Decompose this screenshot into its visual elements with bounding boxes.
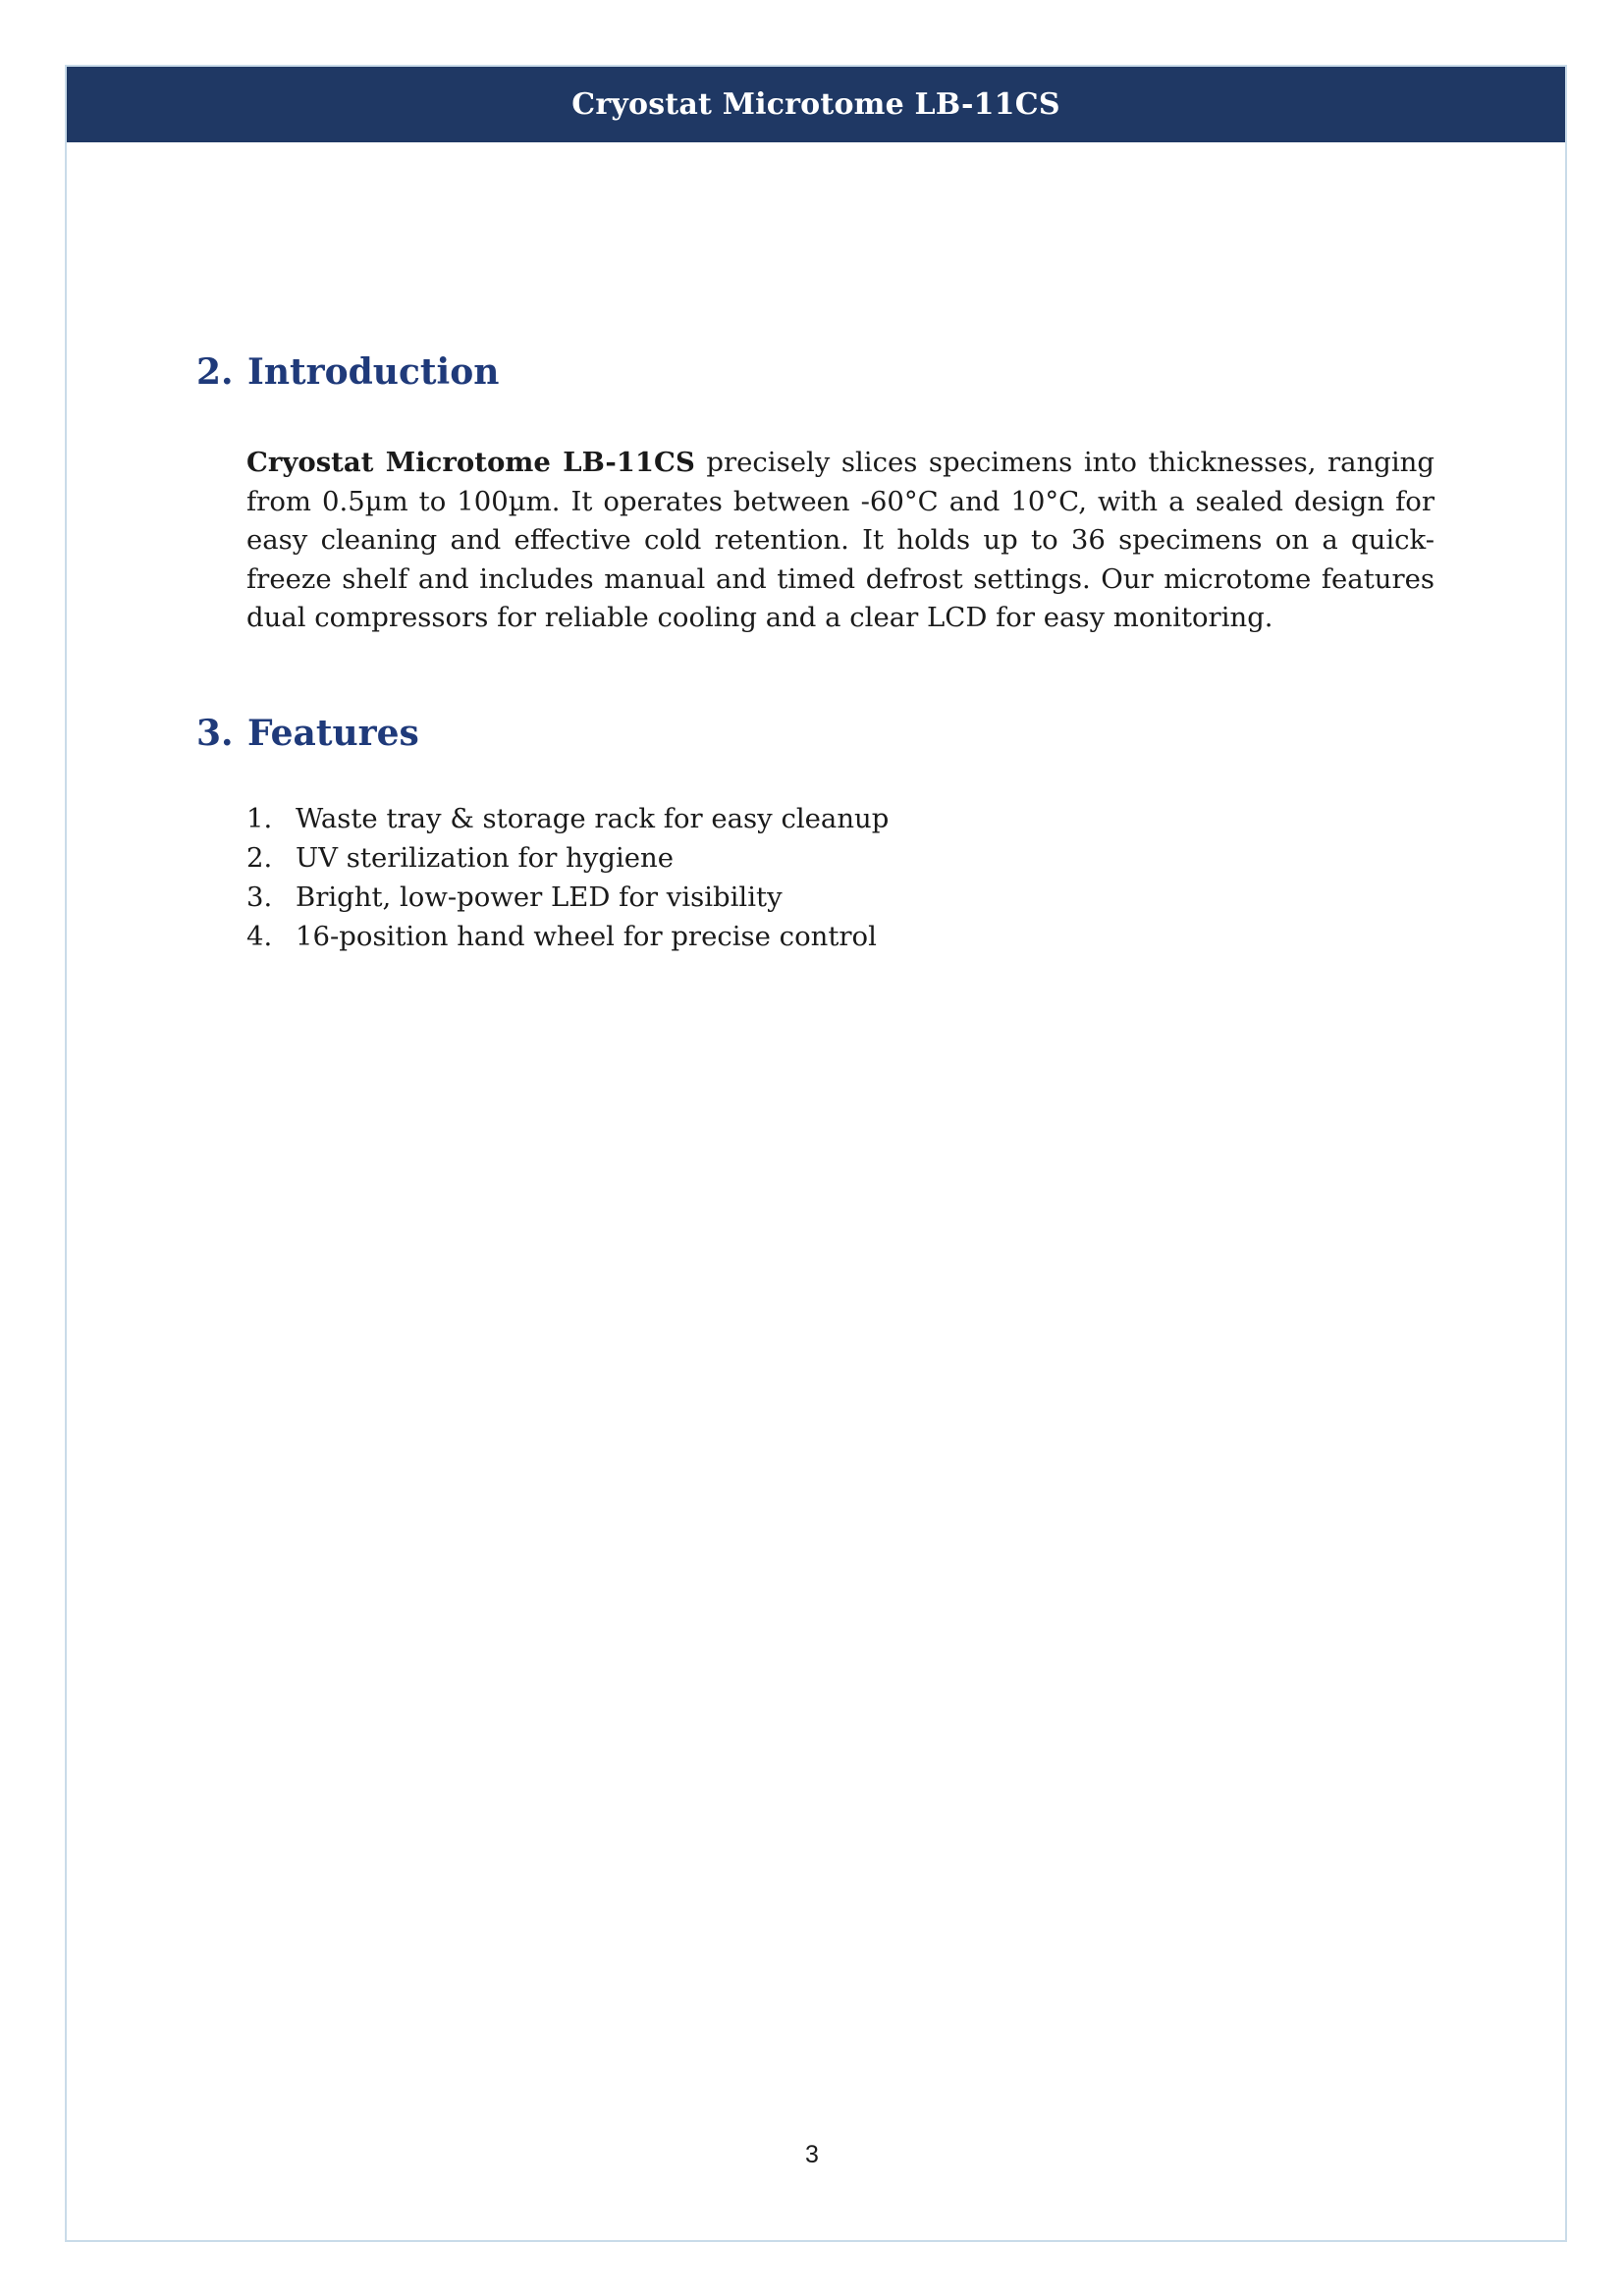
document-header — [67, 67, 1565, 142]
list-item-number: 2. — [246, 842, 273, 874]
introduction-heading — [196, 351, 499, 393]
features-heading-number: 3. — [196, 713, 234, 754]
list-item — [246, 878, 889, 917]
list-item — [246, 917, 889, 956]
list-item-text: Waste tray & storage rack for easy cleanup — [296, 803, 890, 834]
document-title: Cryostat Microtome LB-11CS — [571, 87, 1060, 122]
list-item-text: Bright, low-power LED for visibility — [296, 881, 783, 913]
list-item-number: 4. — [246, 921, 273, 952]
introduction-heading-number: 2. — [196, 351, 234, 393]
list-item-text: UV sterilization for hygiene — [296, 842, 675, 874]
introduction-body: precisely slices specimens into thicknesses, ranging from 0.5µm to 100µm. It operates between -60°C and 10°C, with a sealed design for easy cleaning and effective cold retention. It holds up to 36 specimens on a quick-freeze shelf and includes manual and timed defrost settings. Our microtome features dual compressors for reliable cooling and a clear LCD for easy monitoring. — [246, 447, 1435, 633]
page-number: 3 — [805, 2141, 819, 2168]
features-heading-text: Features — [247, 713, 419, 754]
introduction-paragraph — [246, 444, 1435, 638]
product-name: Cryostat Microtome LB-11CS — [246, 447, 695, 478]
list-item-number: 1. — [246, 803, 273, 834]
introduction-heading-text: Introduction — [247, 351, 500, 393]
list-item-text: 16-position hand wheel for precise control — [296, 921, 877, 952]
list-item-number: 3. — [246, 881, 273, 913]
list-item — [246, 799, 889, 838]
list-item — [246, 838, 889, 878]
features-heading — [196, 713, 419, 754]
features-list — [246, 799, 889, 956]
